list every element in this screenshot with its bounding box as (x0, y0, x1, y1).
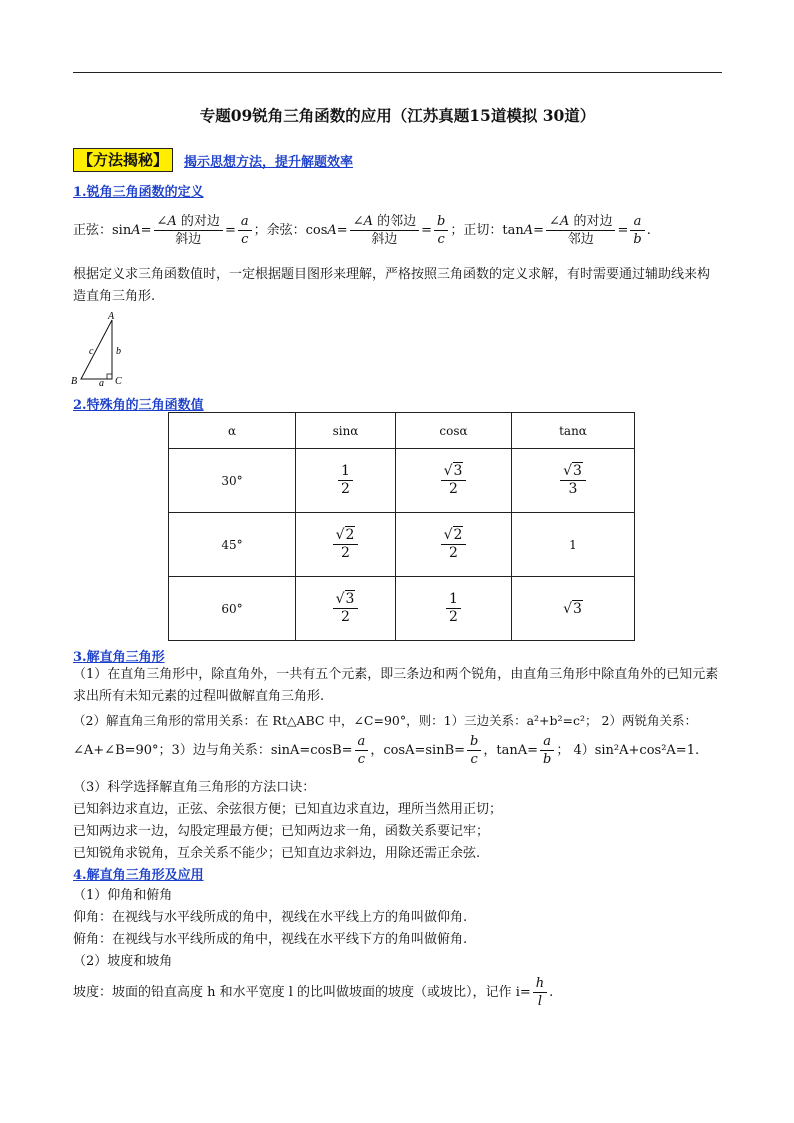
table-row (169, 577, 635, 641)
section-2-heading[interactable]: 2.特殊角的三角函数值 (73, 398, 204, 413)
header-rule (73, 72, 722, 73)
s3-paragraph-2a: （2）解直角三角形的常用关系：在 Rt△ABC 中，∠C=90°，则：1）三边关系：a²+b²=c²； 2）两锐角关系： (73, 713, 697, 728)
table-cell: $\frac{1}{2}$ (396, 577, 512, 641)
table-header: sinα (296, 413, 396, 449)
table-cell: $\frac{√3}{2}$ (396, 449, 512, 513)
table-cell: $\frac{√2}{2}$ (396, 513, 512, 577)
table-cell: $\frac{√3}{2}$ (296, 577, 396, 641)
side-c-label: c (89, 346, 94, 357)
table-cell: $\frac{1}{2}$ (296, 449, 396, 513)
s4-paragraph-2: 仰角：在视线与水平线所成的角中，视线在水平线上方的角叫做仰角. (73, 910, 468, 925)
trig-definitions: 正弦：sinA= $\frac{\text{∠A 的对边}}{\text{斜边}}$ = $\frac{a}{c}$ ；余弦：cosA= $\frac{\text{∠A 的邻边}}{\text{斜边}}$ = $\frac{b}{c}$ ；正切：tanA= $\frac{\text{∠A 的对边}}{\text{邻边}}$ = $\frac{a}{b}$ . (73, 214, 651, 247)
section-3-heading[interactable]: 3.解直角三角形 (73, 650, 165, 665)
table-cell: 60° (169, 577, 296, 641)
s3-paragraph-2b: ∠A+∠B=90°；3）边与角关系：sinA=cosB= $\frac{a}{c}$ ，cosA=sinB= $\frac{b}{c}$ ，tanA= $\frac{a}{b}$ ； 4）sin²A+cos²A=1. (73, 734, 700, 767)
s3-paragraph-4: 已知斜边求直边，正弦、余弦很方便；已知直边求直边，理所当然用正切； (73, 802, 503, 817)
page-title: 专题09锐角三角函数的应用（江苏真题15道模拟 30道） (199, 106, 596, 125)
vertex-A-label: A (108, 311, 115, 322)
section-1-heading[interactable]: 1.锐角三角函数的定义 (73, 185, 204, 200)
right-triangle-diagram (68, 308, 138, 390)
s3-paragraph-6: 已知锐角求锐角，互余关系不能少；已知直边求斜边，用除还需正余弦. (73, 846, 481, 861)
side-b-label: b (116, 346, 121, 357)
table-row (169, 449, 635, 513)
table-header: cosα (396, 413, 512, 449)
table-cell: 45° (169, 513, 296, 577)
definition-paragraph: 根据定义求三角函数值时，一定根据题目图形来理解，严格按照三角函数的定义求解，有时需要通过辅助线来构造直角三角形. (73, 267, 711, 304)
table-header: tanα (512, 413, 635, 449)
method-badge: 【方法揭秘】 (73, 148, 173, 172)
vertex-B-label: B (71, 376, 78, 387)
special-angle-table (168, 412, 635, 641)
table-cell: $\frac{√3}{3}$ (512, 449, 635, 513)
s3-paragraph-3: （3）科学选择解直角三角形的方法口诀： (73, 780, 316, 795)
s4-paragraph-3: 俯角：在视线与水平线所成的角中，视线在水平线下方的角叫做俯角. (73, 932, 468, 947)
section-4-heading[interactable]: 4.解直角三角形及应用 (73, 868, 204, 883)
side-a-label: a (99, 378, 104, 389)
table-cell: 30° (169, 449, 296, 513)
table-row (169, 513, 635, 577)
vertex-C-label: C (115, 376, 122, 387)
table-cell: 1 (512, 513, 635, 577)
table-header: α (169, 413, 296, 449)
s3-paragraph-5: 已知两边求一边，勾股定理最方便；已知两边求一角，函数关系要记牢； (73, 824, 490, 839)
table-cell: $\frac{√2}{2}$ (296, 513, 396, 577)
s4-paragraph-4: （2）坡度和坡角 (73, 954, 173, 969)
method-link[interactable]: 揭示思想方法，提升解题效率 (184, 155, 354, 170)
s3-paragraph-1: （1）在直角三角形中，除直角外，一共有五个元素，即三条边和两个锐角，由直角三角形中除直角外的已知元素求出所有未知元素的过程叫做解直角三角形. (73, 667, 719, 704)
table-cell: √3 (512, 577, 635, 641)
s4-paragraph-1: （1）仰角和俯角 (73, 888, 173, 903)
s4-paragraph-5: 坡度：坡面的铅直高度 h 和水平宽度 l 的比叫做坡面的坡度（或坡比），记作 i= $\frac{h}{l}$ . (73, 976, 554, 1009)
